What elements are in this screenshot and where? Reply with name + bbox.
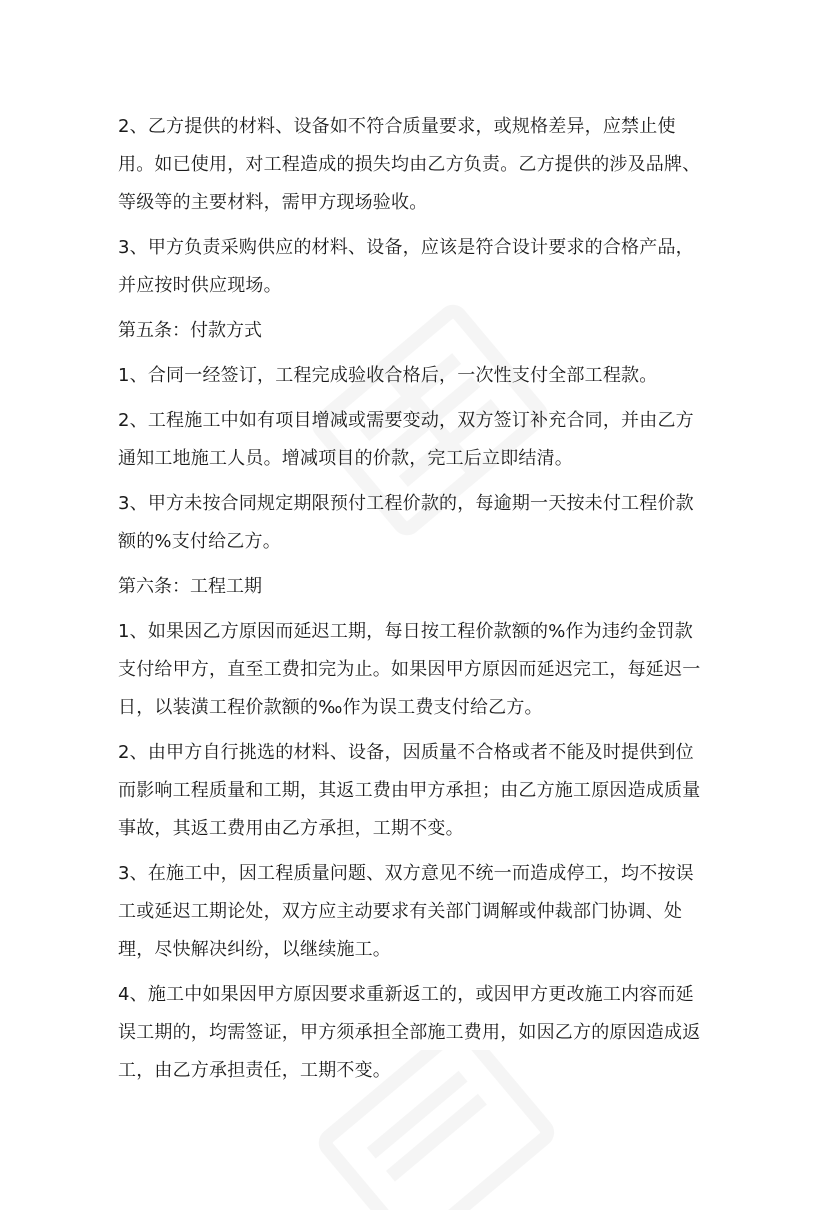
clause-6-heading: 第六条：工程工期 — [118, 576, 262, 597]
clause-6-item-1: 1、如果因乙方原因而延迟工期，每日按工程价款额的%作为违约金罚款支付给甲方，直至工费扣完为止。如果因甲方原因而延迟完工，每延迟一日，以装潢工程价款额的‰作为误工费支付给乙方。 — [118, 621, 701, 718]
clause-5-heading: 第五条：付款方式 — [118, 320, 262, 341]
clause-6-item-4: 4、施工中如果因甲方原因要求重新返工的，或因甲方更改施工内容而延误工期的，均需签证，甲方须承担全部施工费用，如因乙方的原因造成返工，由乙方承担责任，工期不变。 — [118, 984, 701, 1081]
clause-5-item-1: 1、合同一经签订，工程完成验收合格后，一次性支付全部工程款。 — [118, 365, 658, 386]
clause-6-item-2: 2、由甲方自行挑选的材料、设备，因质量不合格或者不能及时提供到位而影响工程质量和工期，其返工费由甲方承担；由乙方施工原因造成质量事故，其返工费用由乙方承担，工期不变。 — [118, 742, 701, 839]
clause-6-item-3: 3、在施工中，因工程质量问题、双方意见不统一而造成停工，均不按误工或延迟工期论处，双方应主动要求有关部门调解或仲裁部门协调、处理，尽快解决纠纷，以继续施工。 — [118, 863, 694, 960]
document-body — [118, 108, 708, 1097]
clause-5-item-2: 2、工程施工中如有项目增减或需要变动，双方签订补充合同，并由乙方通知工地施工人员。增减项目的价款，完工后立即结清。 — [118, 410, 694, 469]
clause-5-item-3: 3、甲方未按合同规定期限预付工程价款的，每逾期一天按未付工程价款额的%支付给乙方。 — [118, 493, 694, 552]
clause-4-item-2: 2、乙方提供的材料、设备如不符合质量要求，或规格差异，应禁止使用。如已使用，对工程造成的损失均由乙方负责。乙方提供的涉及品牌、等级等的主要材料，需甲方现场验收。 — [118, 116, 701, 213]
clause-4-item-3: 3、甲方负责采购供应的材料、设备，应该是符合设计要求的合格产品，并应按时供应现场。 — [118, 237, 694, 296]
